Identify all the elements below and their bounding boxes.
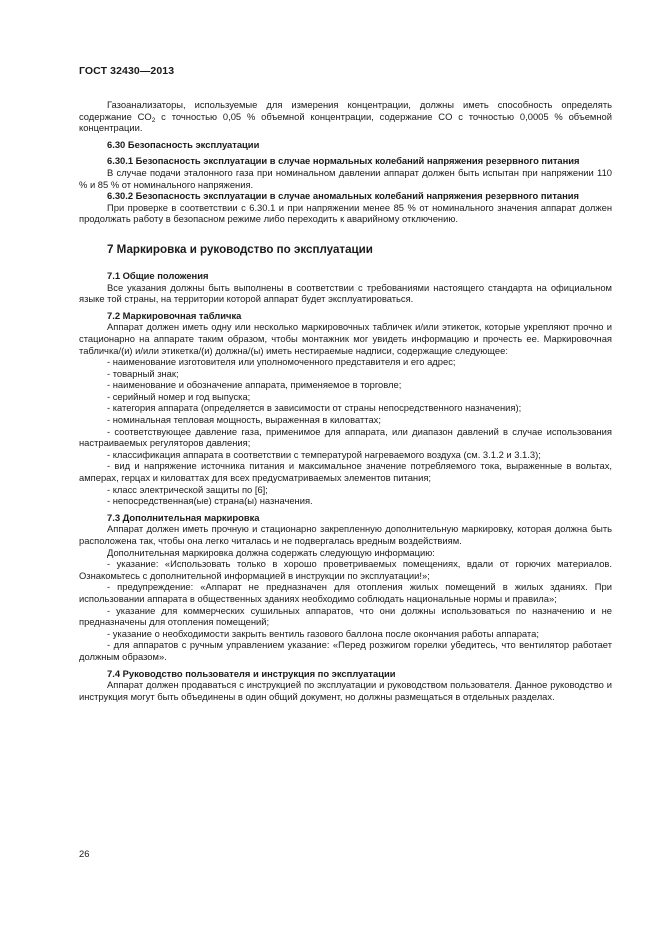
list-item: - предупреждение: «Аппарат не предназначен для отопления жилых помещений в жилых зданиях. При использовании аппарата в общественных зданиях необходимо соблюдать национальные нормы и правила»; <box>79 581 612 604</box>
list-item: - указание о необходимости закрыть вентиль газового баллона после окончания работы аппарата; <box>107 627 539 639</box>
list-item: - категория аппарата (определяется в зависимости от страны непосредственного назначения); <box>107 402 522 414</box>
chapter-7-title: 7 Маркировка и руководство по эксплуатации <box>107 242 373 256</box>
list-item: - наименование изготовителя или уполномоченного представителя и его адрес; <box>107 356 456 368</box>
list-item: - указание для коммерческих сушильных аппаратов, что они должны использоваться по назначению и не предназначены для отопления помещений; <box>79 604 612 628</box>
list-item: - серийный номер и год выпуска; <box>107 390 251 402</box>
page-number: 26 <box>79 848 90 859</box>
section-6-30-2-title: 6.30.2 Безопасность эксплуатации в случае аномальных колебаний напряжения резервного питания <box>107 190 580 202</box>
section-7-1-text: Все указания должны быть выполнены в соответствии с требованиями настоящего стандарта на официальном языке той страны, на территории которой аппарат будет эксплуатироваться. <box>79 281 612 305</box>
list-item: - соответствующее давление газа, применимое для аппарата, или диапазон давлений в случае использования настраиваемых регуляторов давления; <box>79 425 612 449</box>
section-7-2-title: 7.2 Маркировочная табличка <box>107 309 242 321</box>
list-item: - наименование и обозначение аппарата, применяемое в торговле; <box>107 379 402 391</box>
document-header: ГОСТ 32430—2013 <box>79 65 175 77</box>
section-7-3-title: 7.3 Дополнительная маркировка <box>107 511 260 523</box>
list-item: - товарный знак; <box>107 367 179 379</box>
section-7-2-text: Аппарат должен иметь одну или несколько маркировочных табличек и/или этикеток, которые укрепляют прочно и стационарно на аппарате таким образом, чтобы монтажник мог увидеть информацию и прочесть ее. Маркировочная табличка/(и) и/или этикетка/(и) должна/(ы) иметь нестираемые надписи, содержащие следующее: <box>79 321 612 356</box>
list-item: - класс электрической защиты по [6]; <box>107 483 268 495</box>
section-7-4-text: Аппарат должен продаваться с инструкцией по эксплуатации и руководством пользователя. Данное руководство и инструкция могут быть объединены в один общий документ, но должны размещаться в отдельных разделах. <box>79 679 612 702</box>
document-body <box>79 99 612 702</box>
section-7-3-text: Аппарат должен иметь прочную и стационарно закрепленную дополнительную маркировку, которая должна быть расположена так, чтобы она легко читалась и не подвергалась вредным воздействиям. <box>79 523 612 546</box>
list-item: - непосредственная(ые) страна(ы) назначения. <box>107 495 313 507</box>
section-7-1-title: 7.1 Общие положения <box>107 269 209 281</box>
list-item: - классификация аппарата в соответствии с температурой нагреваемого воздуха (см. 3.1.2 и 3.1.3); <box>107 448 541 460</box>
section-6-30-1-title: 6.30.1 Безопасность эксплуатации в случае нормальных колебаний напряжения резервного питания <box>107 155 580 167</box>
list-item: - номинальная тепловая мощность, выраженная в киловаттах; <box>107 414 381 426</box>
section-6-30-1-text: В случае подачи эталонного газа при номинальном давлении аппарат должен быть испытан при напряжении 110 % и 85 % от номинального напряжения. <box>79 166 612 190</box>
section-6-30-title: 6.30 Безопасность эксплуатации <box>107 138 260 150</box>
list-item: - для аппаратов с ручным управлением указание: «Перед розжигом горелки убедитесь, что вентилятор работает должным образом». <box>79 639 612 662</box>
section-7-4-title: 7.4 Руководство пользователя и инструкция по эксплуатации <box>107 667 396 679</box>
list-item: - указание: «Использовать только в хорошо проветриваемых помещениях, вдали от горючих материалов. Ознакомьтесь с дополнительной информацией в инструкции по эксплуатации!»; <box>79 558 612 581</box>
paragraph-gas-analyzers: Газоанализаторы, используемые для измерения концентрации, должны иметь способность определять содержание $CO_2$ с точностью 0,05 % объемной концентрации, содержание CO с точностью 0,0005 % объемной концентрации. <box>79 99 613 134</box>
section-7-3-text: Дополнительная маркировка должна содержать следующую информацию: <box>107 546 435 558</box>
list-item: - вид и напряжение источника питания и максимальное значение потребляемого тока, выраженные в вольтах, амперах, герцах и киловаттах для всех предусматриваемых элементов питания; <box>79 460 612 484</box>
section-6-30-2-text: При проверке в соответствии с 6.30.1 и при напряжении менее 85 % от номинального значения аппарат должен продолжать работу в безопасном режиме либо переходить к аварийному отключению. <box>79 201 612 225</box>
